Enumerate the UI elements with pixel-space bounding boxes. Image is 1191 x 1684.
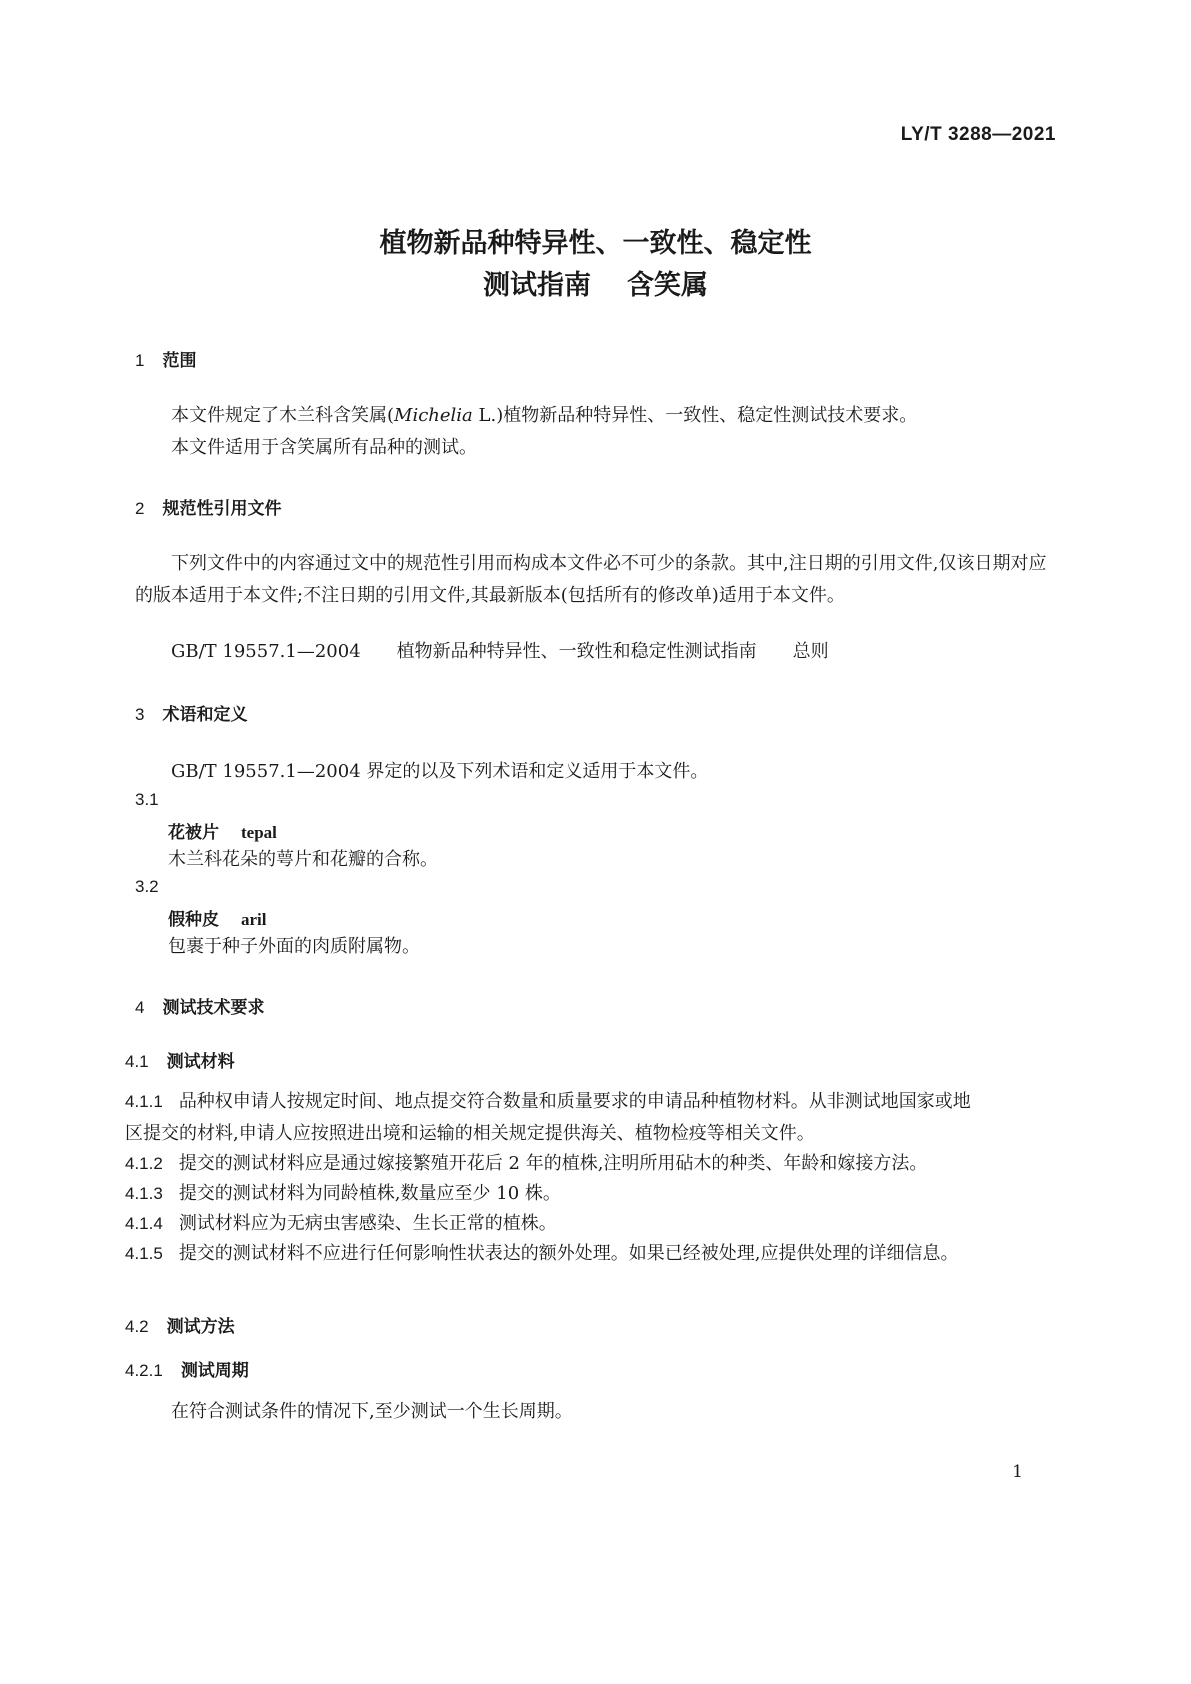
title-line-2a: 测试指南	[483, 270, 591, 301]
title-line-2	[0, 265, 1191, 307]
term-title: 花被片 tepal	[168, 823, 277, 843]
section-4-2-1-para: 在符合测试条件的情况下,至少测试一个生长周期。	[171, 1401, 573, 1422]
section-2-para-1: 下列文件中的内容通过文中的规范性引用而构成本文件必不可少的条款。其中,注日期的引用文件,仅该日期对应的版本适用于本文件;不注日期的引用文件,其最新版本(包括所有的修改单)适用于本文件。	[135, 553, 1047, 606]
section-4-2-heading: 4.2 测试方法	[125, 1317, 235, 1337]
title-line-1: 植物新品种特异性、一致性、稳定性	[379, 228, 812, 259]
section-2-heading: 2 规范性引用文件	[135, 499, 282, 519]
clause-4-1-1: 4.1.1 品种权申请人按规定时间、地点提交符合数量和质量要求的申请品种植物材料。从非测试地国家或地区提交的材料,申请人应按照进出境和运输的相关规定提供海关、植物检疫等相关文件。	[125, 1091, 971, 1144]
standard-code: LY/T 3288—2021	[900, 124, 1056, 145]
section-1-para-1: 本文件规定了木兰科含笑属(Michelia L.)植物新品种特异性、一致性、稳定性测试技术要求。	[171, 405, 918, 426]
section-4-1-heading: 4.1 测试材料	[125, 1052, 235, 1072]
clause-4-1-2: 4.1.2 提交的测试材料应是通过嫁接繁殖开花后 2 年的植株,注明所用砧木的种类、年龄和嫁接方法。	[125, 1153, 928, 1174]
section-1-heading: 1 范围	[135, 351, 197, 371]
term-definition: 包裹于种子外面的肉质附属物。	[168, 936, 420, 957]
term-number: 3.2	[135, 877, 159, 896]
clause-4-1-4: 4.1.4 测试材料应为无病虫害感染、生长正常的植株。	[125, 1213, 557, 1234]
clause-4-1-3: 4.1.3 提交的测试材料为同龄植株,数量应至少 10 株。	[125, 1183, 561, 1204]
page-number: 1	[1012, 1462, 1023, 1482]
section-4-heading: 4 测试技术要求	[135, 998, 265, 1018]
section-1-para-2: 本文件适用于含笑属所有品种的测试。	[171, 437, 477, 458]
section-3-heading: 3 术语和定义	[135, 705, 248, 725]
title-line-2b: 含笑属	[627, 270, 708, 301]
section-3-intro: GB/T 19557.1—2004 界定的以及下列术语和定义适用于本文件。	[171, 761, 709, 782]
term-title: 假种皮 aril	[168, 910, 267, 930]
clause-4-1-5: 4.1.5 提交的测试材料不应进行任何影响性状表达的额外处理。如果已经被处理,应提供处理的详细信息。	[125, 1243, 959, 1264]
document-title	[0, 223, 1191, 307]
normative-reference: GB/T 19557.1—2004 植物新品种特异性、一致性和稳定性测试指南 总则	[171, 641, 829, 662]
section-4-2-1-heading: 4.2.1 测试周期	[125, 1361, 249, 1381]
term-number: 3.1	[135, 790, 159, 809]
term-definition: 木兰科花朵的萼片和花瓣的合称。	[168, 849, 438, 870]
